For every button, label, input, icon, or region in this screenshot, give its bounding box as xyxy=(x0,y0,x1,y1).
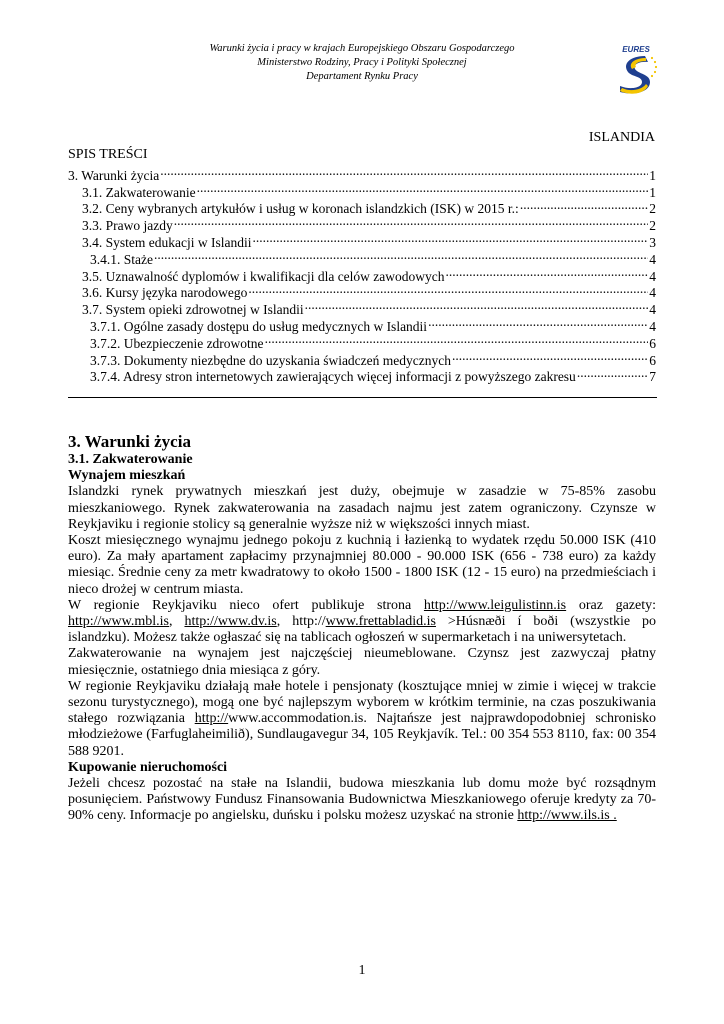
paragraph: Islandzki rynek prywatnych mieszkań jest duży, obejmuje w zasadzie w 75-85% zasobu mieszkaniowego. Rynek zakwaterowania na zasadach najmu jest zatem ograniczony. Czynsze w Reykjaviku i regionie stolicy są generalnie wyższe niż w większości innych miast. xyxy=(68,484,656,532)
paragraph: Zakwaterowanie na wynajem jest najczęściej nieumeblowane. Czynsz jest zazwyczaj płatny miesięcznie, ostatniego dnia miesiąca z góry. xyxy=(68,646,656,678)
toc-entry[interactable]: 3.3. Prawo jazdy ..... 2 xyxy=(68,213,656,230)
toc-title: SPIS TREŚCI xyxy=(68,147,148,162)
paragraph: W regionie Reykjaviku nieco ofert publikuje strona http://www.leigulistinn.is oraz gazety: http://www.mbl.is, http://www.dv.is, http://www.frettabladid.is >Húsnæði í boði (wszystkie po islandzku). Możesz także ogłaszać się na tablicach ogłoszeń w supermarketach i na uniwersytetach. xyxy=(68,597,656,646)
heading-rent: Wynajem mieszkań xyxy=(68,468,186,484)
page-number: 1 xyxy=(358,963,366,978)
toc-entry[interactable]: 3.1. Zakwaterowanie ..... 1 xyxy=(68,180,656,197)
main-content xyxy=(68,432,656,825)
table-of-contents xyxy=(68,163,656,385)
logo-text: EURES xyxy=(622,45,650,54)
header-line-2: Ministerstwo Rodziny, Pracy i Polityki Społecznej xyxy=(257,57,467,68)
link-ils[interactable]: http://www.ils.is . xyxy=(517,808,617,824)
paragraph: Koszt miesięcznego wynajmu jednego pokoju z kuchnią i łazienką to wydatek rzędu 50.000 ISK (410 euro). Za mały apartament zapłacimy przynajmniej 80.000 - 90.000 ISK (656 - 738 euro) za każdy miesiąc. Średnie ceny za metr kwadratowy to około 1500 - 1800 ISK (12 - 15 euro) na przedmieściach i nieco drożej w centrum miasta. xyxy=(68,533,656,597)
toc-entry[interactable]: 3. Warunki życia ..... 1 xyxy=(68,163,656,180)
toc-entry[interactable]: 3.4. System edukacji w Islandii ..... 3 xyxy=(68,230,656,247)
paragraph: Jeżeli chcesz pozostać na stałe na Islandii, budowa mieszkania lub domu może być rozsądnym posunięciem. Państwowy Fundusz Finansowania Budownictwa Mieszkaniowego oferuje kredyty za 70-90% ceny. Informacje po angielsku, duńsku i polsku możesz uzyskać na stronie http://www.ils.is . xyxy=(68,776,656,824)
toc-entry[interactable]: 3.5. Uznawalność dyplomów i kwalifikacji dla celów zawodowych ..... 4 xyxy=(68,264,656,281)
toc-entry[interactable]: 3.7.2. Ubezpieczenie zdrowotne ..... 6 xyxy=(68,331,656,348)
header-line-3: Departament Rynku Pracy xyxy=(306,71,418,82)
toc-entry[interactable]: 3.7.4. Adresy stron internetowych zawierających więcej informacji z powyższego zakresu ..... 7 xyxy=(68,365,656,382)
toc-entry[interactable]: 3.7.1. Ogólne zasady dostępu do usług medycznych w Islandii ..... 4 xyxy=(68,314,656,331)
toc-entry[interactable]: 3.4.1. Staże ..... 4 xyxy=(68,247,656,264)
heading-buy: Kupowanie nieruchomości xyxy=(68,759,228,775)
link-dv[interactable]: http://www.dv.is xyxy=(184,614,277,630)
eures-logo xyxy=(612,44,660,96)
toc-entry[interactable]: 3.2. Ceny wybranych artykułów i usług w koronach islandzkich (ISK) w 2015 r.: ..... 2 xyxy=(68,197,656,214)
link-mbl[interactable]: http://www.mbl.is xyxy=(68,614,169,630)
section-title: 3. Warunki życia xyxy=(68,432,191,451)
header-line-1: Warunki życia i pracy w krajach Europejskiego Obszaru Gospodarczego xyxy=(209,43,515,54)
toc-entry[interactable]: 3.7.3. Dokumenty niezbędne do uzyskania świadczeń medycznych ..... 6 xyxy=(68,348,656,365)
country-name: ISLANDIA xyxy=(588,130,655,145)
toc-entry[interactable]: 3.7. System opieki zdrowotnej w Islandii ..... 4 xyxy=(68,297,656,314)
paragraph: W regionie Reykjaviku działają małe hotele i pensjonaty (kosztujące mniej w zimie i więcej w trakcie sezonu turystycznego), mogą one być najlepszym wyborem w krótkim terminie, na czas poszukiwania stałego rozwiązania http://www.accommodation.is. Najtańsze jest najprawdopodobniej schronisko młodzieżowe (Farfuglaheimilið), Sundlaugavegur 34, 105 Reykjavík. Tel.: 00 354 553 8110, fax: 00 354 588 9201. xyxy=(68,678,656,759)
link-frettabladid[interactable]: www.frettabladid.is xyxy=(325,614,436,630)
link-leigulistinn[interactable]: http://www.leigulistinn.is xyxy=(423,597,567,613)
toc-entry[interactable]: 3.6. Kursy języka narodowego ..... 4 xyxy=(68,281,656,298)
eures-logo-icon xyxy=(612,44,660,96)
subsection-title: 3.1. Zakwaterowanie xyxy=(68,452,193,467)
toc-divider xyxy=(68,397,657,398)
link-accommodation[interactable]: http:// xyxy=(194,711,229,727)
